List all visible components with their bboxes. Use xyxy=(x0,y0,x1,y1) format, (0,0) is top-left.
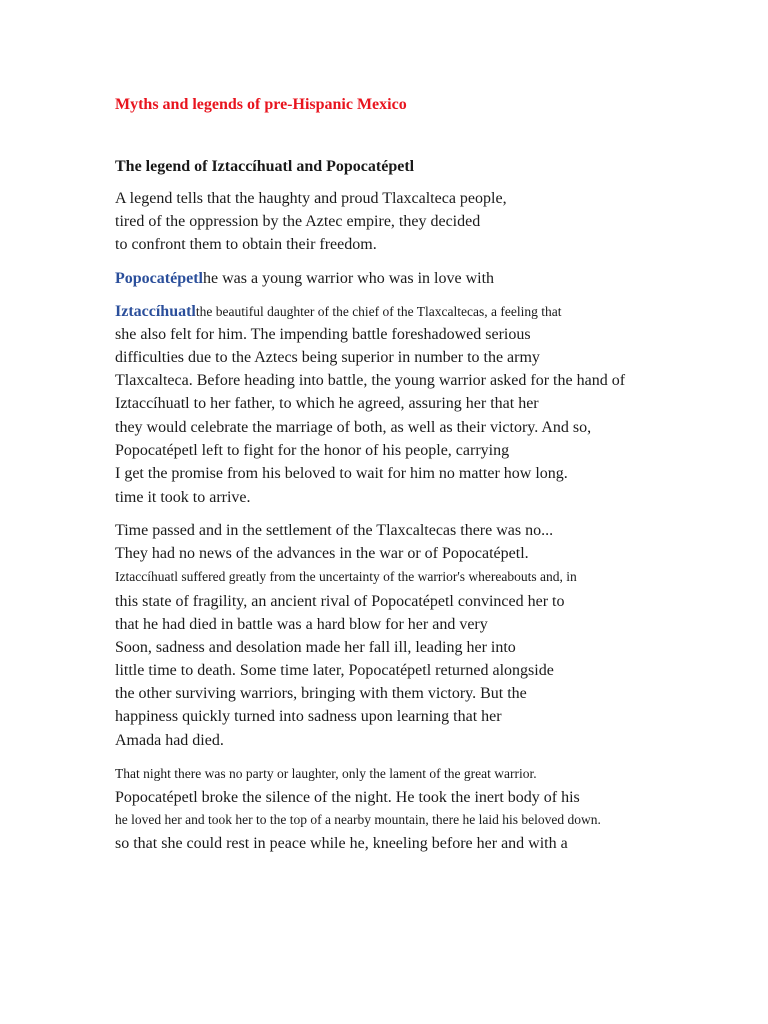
paragraph-line: Popocatépetl broke the silence of the night. He took the inert body of his xyxy=(115,789,580,806)
paragraph-line: Time passed and in the settlement of the Tlaxcaltecas there was no... xyxy=(115,522,554,539)
paragraph-line: tired of the oppression by the Aztec empire, they decided xyxy=(115,213,481,230)
paragraph-line: Tlaxcalteca. Before heading into battle, the young warrior asked for the hand of xyxy=(115,372,626,389)
paragraph-line: to confront them to obtain their freedom. xyxy=(115,236,377,253)
paragraph-line: That night there was no party or laughter, only the lament of the great warrior. xyxy=(115,766,537,781)
popocatepetl-name: Popocatépetl xyxy=(115,270,203,287)
paragraph-line: Soon, sadness and desolation made her fall ill, leading her into xyxy=(115,639,516,656)
iztaccihuatl-name: Iztaccíhuatl xyxy=(115,303,196,320)
paragraph-line: Iztaccíhuatl to her father, to which he agreed, assuring her that her xyxy=(115,395,539,412)
paragraph-line: time it took to arrive. xyxy=(115,489,251,506)
document-title: Myths and legends of pre-Hispanic Mexico xyxy=(115,96,407,113)
iztaccihuatl-line-text: the beautiful daughter of the chief of the Tlaxcaltecas, a feeling that xyxy=(195,304,562,319)
paragraph-line: little time to death. Some time later, Popocatépetl returned alongside xyxy=(115,662,554,679)
paragraph-line xyxy=(115,269,494,289)
paragraph-line: so that she could rest in peace while he, kneeling before her and with a xyxy=(115,835,568,852)
paragraph-line: he loved her and took her to the top of a nearby mountain, there he laid his beloved down. xyxy=(115,812,601,827)
paragraph-line xyxy=(115,302,561,322)
paragraph-line: that he had died in battle was a hard blow for her and very xyxy=(115,616,488,633)
paragraph-line: Iztaccíhuatl suffered greatly from the uncertainty of the warrior's whereabouts and, in xyxy=(115,569,577,584)
section-heading: The legend of Iztaccíhuatl and Popocatépetl xyxy=(115,158,415,175)
paragraph-line: Popocatépetl left to fight for the honor of his people, carrying xyxy=(115,442,510,459)
paragraph-line: Amada had died. xyxy=(115,732,224,749)
popocatepetl-line-text: he was a young warrior who was in love with xyxy=(202,270,495,287)
paragraph-line: difficulties due to the Aztecs being superior in number to the army xyxy=(115,349,540,366)
paragraph-line: I get the promise from his beloved to wait for him no matter how long. xyxy=(115,465,568,482)
paragraph-line: she also felt for him. The impending battle foreshadowed serious xyxy=(115,326,531,343)
paragraph-line: they would celebrate the marriage of both, as well as their victory. And so, xyxy=(115,419,592,436)
paragraph-line: A legend tells that the haughty and proud Tlaxcalteca people, xyxy=(115,190,507,207)
paragraph-line: happiness quickly turned into sadness upon learning that her xyxy=(115,708,502,725)
paragraph-line: They had no news of the advances in the war or of Popocatépetl. xyxy=(115,545,529,562)
paragraph-line: the other surviving warriors, bringing with them victory. But the xyxy=(115,685,527,702)
paragraph-line: this state of fragility, an ancient rival of Popocatépetl convinced her to xyxy=(115,593,565,610)
